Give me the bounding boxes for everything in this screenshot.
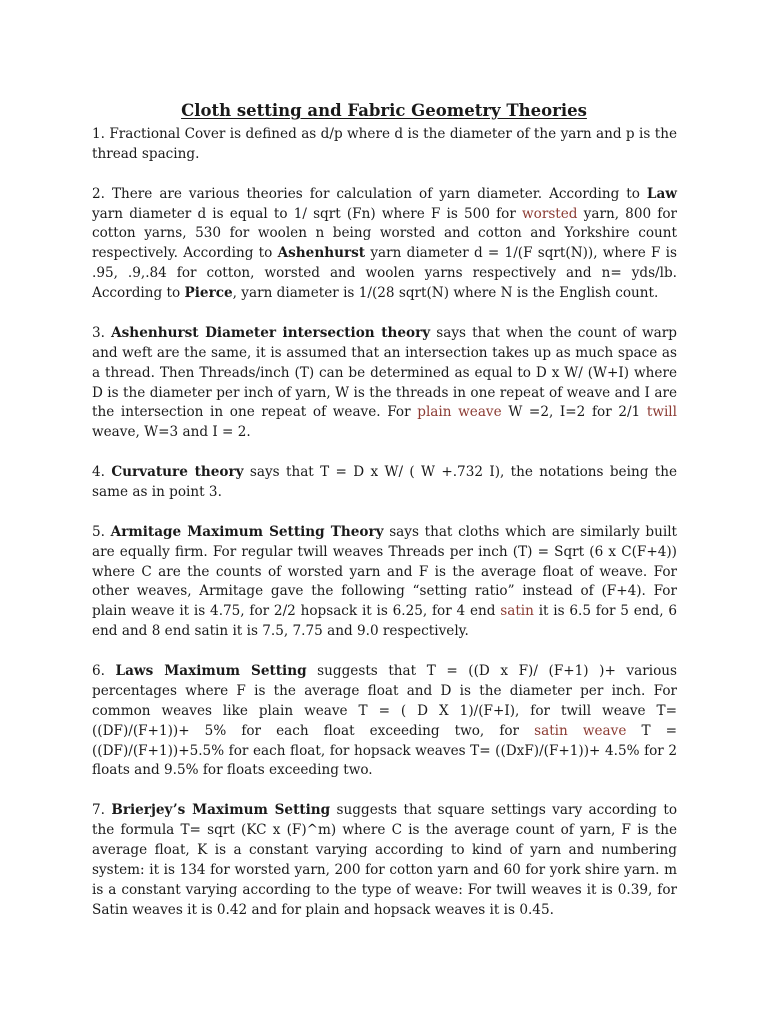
paragraph-text: says that when the count of warp and weft are the same, it is assumed that an intersection takes up as much space as a thread. Then Threads/inch (T) can be determined as equal to D x W/ (W+I) where D is the diameter per inch of yarn, W is the threads in one repeat of weave and I are the intersection in one repeat of weave. For — [92, 324, 677, 421]
paragraph-text: 1. Fractional Cover is defined as d/p where d is the diameter of the yarn and p is the thread spacing. — [92, 126, 677, 162]
paragraph-text: says that T = D x W/ ( W +.732 I), the notations being the same as in point 3. — [92, 464, 677, 500]
paragraph-4 — [92, 463, 677, 503]
paragraph-text: suggests that square settings vary according to the formula T= sqrt (KC x (F)^m) where C is the average count of yarn, F is the average float, K is a constant varying according to kind of yarn and numbering system: it is 134 for worsted yarn, 200 for cotton yarn and 60 for york shire yarn. m is a constant varying according to the type of weave: For twill weaves it is 0.39, for Satin weaves it is 0.42 and for plain and hopsack weaves it is 0.45. — [92, 802, 678, 918]
paragraph-text: 3. — [92, 324, 112, 341]
paragraph-7 — [92, 801, 677, 920]
link-twill[interactable]: twill — [646, 404, 678, 421]
term-ashenhurst-diameter: Ashenhurst Diameter intersection theory — [111, 324, 431, 341]
paragraph-text: W =2, I=2 for 2/1 — [501, 404, 647, 421]
paragraph-text: T = ((DF)/(F+1))+5.5% for each float, for hopsack weaves T= ((DxF)/(F+1))+ 4.5% for 2 floats and 9.5% for floats exceeding two. — [92, 722, 677, 779]
term-pierce: Pierce — [184, 285, 233, 302]
paragraph-text: yarn, 800 for cotton yarns, 530 for woolen n being worsted and cotton and Yorkshire count respectively. According to — [92, 205, 678, 262]
paragraph-text: says that cloths which are similarly built are equally firm. For regular twill weaves Threads per inch (T) = Sqrt (6 x C(F+4)) where C are the counts of worsted yarn and F is the average float of weave. For other weaves, Armitage gave the following “setting ratio” instead of (F+4). For plain weave it is 4.75, for 2/2 hopsack it is 6.25, for 4 end — [92, 523, 678, 620]
term-curvature-theory: Curvature theory — [111, 464, 244, 481]
paragraph-text: 4. — [92, 464, 112, 481]
document-body — [92, 125, 677, 940]
link-satin-weave[interactable]: satin weave — [534, 722, 627, 739]
paragraph-5 — [92, 523, 677, 642]
term-armitage: Armitage Maximum Setting Theory — [110, 523, 384, 540]
paragraph-text: 6. — [92, 662, 116, 679]
document-title: Cloth setting and Fabric Geometry Theories — [181, 101, 587, 120]
link-worsted[interactable]: worsted — [522, 205, 578, 222]
term-law: Law — [646, 185, 677, 202]
term-brierjey: Brierjey’s Maximum Setting — [111, 802, 331, 819]
paragraph-text: 7. — [92, 802, 112, 819]
paragraph-text: , yarn diameter is 1/(28 sqrt(N) where N is the English count. — [232, 285, 659, 302]
paragraph-3 — [92, 324, 677, 443]
paragraph-6 — [92, 662, 677, 781]
paragraph-text: it is 6.5 for 5 end, 6 end and 8 end satin it is 7.5, 7.75 and 9.0 respectively. — [92, 603, 677, 640]
link-satin[interactable]: satin — [500, 603, 534, 620]
paragraph-text: yarn diameter d = 1/(F sqrt(N)), where F is .95, .9,.84 for cotton, worsted and woolen yarns respectively and n= yds/lb. According to — [92, 245, 677, 302]
paragraph-text: yarn diameter d is equal to 1/ sqrt (Fn) where F is 500 for — [92, 205, 522, 222]
paragraph-2 — [92, 185, 677, 304]
paragraph-text: 2. There are various theories for calculation of yarn diameter. According to — [92, 185, 647, 202]
term-ashenhurst: Ashenhurst — [277, 245, 366, 262]
link-plain-weave[interactable]: plain weave — [417, 404, 502, 421]
term-laws-maximum-setting: Laws Maximum Setting — [115, 662, 307, 679]
paragraph-text: weave, W=3 and I = 2. — [92, 424, 251, 441]
paragraph-text: suggests that T = ((D x F)/ (F+1) )+ various percentages where F is the average float and D is the diameter per inch. For common weaves like plain weave T = ( D X 1)/(F+I), for twill weave T= ((DF)/(F+1))+ 5% for each float exceeding two, for — [92, 662, 677, 739]
paragraph-1 — [92, 125, 677, 165]
paragraph-text: 5. — [92, 523, 111, 540]
